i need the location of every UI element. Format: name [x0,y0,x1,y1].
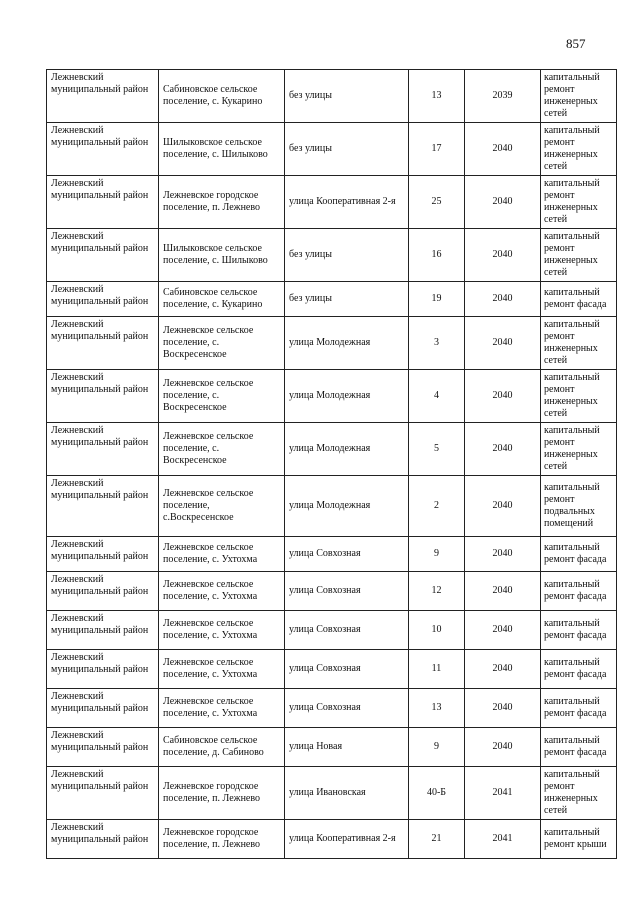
year-cell: 2040 [465,728,541,767]
year-cell: 2040 [465,370,541,423]
year-cell: 2040 [465,423,541,476]
street-cell: улица Молодежная [285,476,409,537]
district-cell: Лежневский муниципальный район [47,537,159,572]
street-cell: улица Молодежная [285,423,409,476]
settlement-cell: Лежневское сельское поселение, с. Ухтохма [159,611,285,650]
district-cell: Лежневский муниципальный район [47,229,159,282]
house-number-cell: 40-Б [409,767,465,820]
work-type-cell: капитальный ремонт фасада [541,572,617,611]
table-row [47,572,617,611]
work-type-cell: капитальный ремонт инженерных сетей [541,70,617,123]
house-number-cell: 13 [409,70,465,123]
district-cell: Лежневский муниципальный район [47,572,159,611]
work-type-cell: капитальный ремонт инженерных сетей [541,317,617,370]
settlement-cell: Лежневское сельское поселение, с. Воскресенское [159,317,285,370]
table-row [47,537,617,572]
street-cell: без улицы [285,123,409,176]
work-type-cell: капитальный ремонт фасада [541,282,617,317]
table-row [47,370,617,423]
house-number-cell: 25 [409,176,465,229]
street-cell: улица Совхозная [285,537,409,572]
house-number-cell: 11 [409,650,465,689]
house-number-cell: 12 [409,572,465,611]
work-type-cell: капитальный ремонт фасада [541,728,617,767]
work-type-cell: капитальный ремонт инженерных сетей [541,423,617,476]
table-row [47,282,617,317]
year-cell: 2040 [465,229,541,282]
house-number-cell: 9 [409,728,465,767]
housing-repair-table [46,69,617,859]
page-number: 857 [566,36,586,51]
district-cell: Лежневский муниципальный район [47,611,159,650]
district-cell: Лежневский муниципальный район [47,282,159,317]
street-cell: улица Новая [285,728,409,767]
street-cell: улица Совхозная [285,611,409,650]
year-cell: 2040 [465,176,541,229]
work-type-cell: капитальный ремонт инженерных сетей [541,229,617,282]
district-cell: Лежневский муниципальный район [47,728,159,767]
house-number-cell: 5 [409,423,465,476]
settlement-cell: Лежневское городское поселение, п. Лежнево [159,820,285,859]
table-row [47,176,617,229]
work-type-cell: капитальный ремонт инженерных сетей [541,370,617,423]
house-number-cell: 13 [409,689,465,728]
year-cell: 2040 [465,650,541,689]
year-cell: 2040 [465,689,541,728]
street-cell: без улицы [285,229,409,282]
settlement-cell: Лежневское сельское поселение, с. Ухтохма [159,572,285,611]
table-row [47,123,617,176]
house-number-cell: 19 [409,282,465,317]
street-cell: улица Кооперативная 2-я [285,176,409,229]
year-cell: 2040 [465,572,541,611]
district-cell: Лежневский муниципальный район [47,476,159,537]
year-cell: 2039 [465,70,541,123]
house-number-cell: 10 [409,611,465,650]
street-cell: улица Совхозная [285,689,409,728]
district-cell: Лежневский муниципальный район [47,370,159,423]
district-cell: Лежневский муниципальный район [47,176,159,229]
work-type-cell: капитальный ремонт фасада [541,537,617,572]
settlement-cell: Лежневское городское поселение, п. Лежнево [159,767,285,820]
table-row [47,70,617,123]
settlement-cell: Лежневское сельское поселение, с. Ухтохма [159,689,285,728]
settlement-cell: Лежневское сельское поселение, с. Воскресенское [159,370,285,423]
district-cell: Лежневский муниципальный район [47,820,159,859]
settlement-cell: Лежневское сельское поселение, с. Ухтохма [159,537,285,572]
settlement-cell: Сабиновское сельское поселение, д. Сабиново [159,728,285,767]
year-cell: 2040 [465,611,541,650]
table-row [47,476,617,537]
street-cell: улица Совхозная [285,650,409,689]
work-type-cell: капитальный ремонт инженерных сетей [541,123,617,176]
street-cell: улица Молодежная [285,370,409,423]
year-cell: 2040 [465,537,541,572]
settlement-cell: Сабиновское сельское поселение, с. Кукарино [159,70,285,123]
table-row [47,229,617,282]
year-cell: 2040 [465,317,541,370]
year-cell: 2041 [465,820,541,859]
house-number-cell: 9 [409,537,465,572]
work-type-cell: капитальный ремонт фасада [541,650,617,689]
table-row [47,423,617,476]
work-type-cell: капитальный ремонт фасада [541,689,617,728]
district-cell: Лежневский муниципальный район [47,123,159,176]
settlement-cell: Лежневское городское поселение, п. Лежнево [159,176,285,229]
district-cell: Лежневский муниципальный район [47,689,159,728]
street-cell: без улицы [285,70,409,123]
district-cell: Лежневский муниципальный район [47,767,159,820]
district-cell: Лежневский муниципальный район [47,650,159,689]
year-cell: 2041 [465,767,541,820]
work-type-cell: капитальный ремонт инженерных сетей [541,767,617,820]
street-cell: без улицы [285,282,409,317]
settlement-cell: Лежневское сельское поселение, с. Ухтохма [159,650,285,689]
settlement-cell: Сабиновское сельское поселение, с. Кукарино [159,282,285,317]
street-cell: улица Совхозная [285,572,409,611]
work-type-cell: капитальный ремонт инженерных сетей [541,176,617,229]
settlement-cell: Лежневское сельское поселение, с. Воскресенское [159,423,285,476]
house-number-cell: 3 [409,317,465,370]
table-row [47,317,617,370]
district-cell: Лежневский муниципальный район [47,317,159,370]
table-row [47,650,617,689]
table-row [47,689,617,728]
house-number-cell: 17 [409,123,465,176]
table-row [47,611,617,650]
work-type-cell: капитальный ремонт подвальных помещений [541,476,617,537]
table-row [47,728,617,767]
year-cell: 2040 [465,282,541,317]
settlement-cell: Шилыковское сельское поселение, с. Шилыково [159,229,285,282]
year-cell: 2040 [465,476,541,537]
street-cell: улица Молодежная [285,317,409,370]
year-cell: 2040 [465,123,541,176]
street-cell: улица Ивановская [285,767,409,820]
district-cell: Лежневский муниципальный район [47,423,159,476]
house-number-cell: 16 [409,229,465,282]
table-row [47,820,617,859]
house-number-cell: 4 [409,370,465,423]
settlement-cell: Лежневское сельское поселение, с.Воскресенское [159,476,285,537]
house-number-cell: 2 [409,476,465,537]
work-type-cell: капитальный ремонт крыши [541,820,617,859]
house-number-cell: 21 [409,820,465,859]
district-cell: Лежневский муниципальный район [47,70,159,123]
street-cell: улица Кооперативная 2-я [285,820,409,859]
settlement-cell: Шилыковское сельское поселение, с. Шилыково [159,123,285,176]
work-type-cell: капитальный ремонт фасада [541,611,617,650]
table-row [47,767,617,820]
